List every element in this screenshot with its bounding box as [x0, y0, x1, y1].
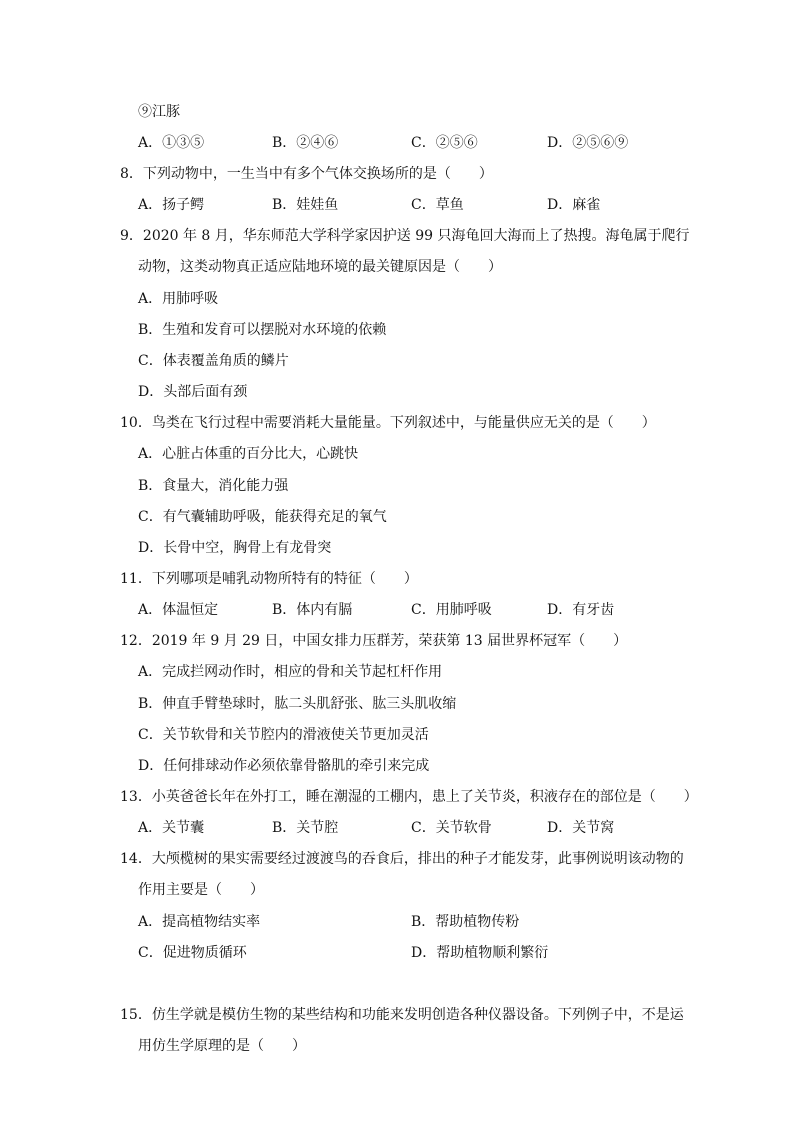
- q14-option-b: B．帮助植物传粉: [411, 914, 520, 930]
- q13-option-c: C．关节软骨: [411, 820, 492, 836]
- q9-stem-line2: 动物，这类动物真正适应陆地环境的最关键原因是（ ）: [138, 259, 502, 275]
- q14-option-a: A．提高植物结实率: [138, 914, 261, 930]
- q14-stem-line2: 作用主要是（ ）: [138, 882, 264, 898]
- q10-option-d: D．长骨中空，胸骨上有龙骨突: [138, 540, 332, 556]
- q7-option-c: C．②⑤⑥: [411, 135, 478, 151]
- q8-option-a: A．扬子鳄: [138, 197, 205, 213]
- q13-option-d: D．关节窝: [547, 820, 615, 836]
- q12-option-a: A．完成拦网动作时，相应的骨和关节起杠杆作用: [138, 664, 443, 680]
- q15-stem-line2: 用仿生学原理的是（ ）: [138, 1038, 306, 1054]
- q9-option-d: D．头部后面有颈: [138, 384, 248, 400]
- q9-option-c: C．体表覆盖角质的鳞片: [138, 353, 289, 369]
- q7-option-b: B．②④⑥: [272, 135, 339, 151]
- q10-option-b: B．食量大，消化能力强: [138, 478, 289, 494]
- q8-option-b: B．娃娃鱼: [272, 197, 339, 213]
- q10-option-a: A．心脏占体重的百分比大，心跳快: [138, 446, 359, 462]
- q11-stem: 11．下列哪项是哺乳动物所特有的特征（ ）: [120, 571, 418, 587]
- q15-stem-line1: 15．仿生学就是模仿生物的某些结构和功能来发明创造各种仪器设备。下列例子中，不是运: [120, 1007, 684, 1023]
- q10-option-c: C．有气囊辅助呼吸，能获得充足的氧气: [138, 509, 387, 525]
- q13-option-a: A．关节囊: [138, 820, 205, 836]
- q8-stem: 8．下列动物中，一生当中有多个气体交换场所的是（ ）: [120, 166, 493, 182]
- q8-option-d: D．麻雀: [547, 197, 601, 213]
- q7-option-a: A．①③⑤: [138, 135, 205, 151]
- q9-stem-line1: 9．2020 年 8 月，华东师范大学科学家因护送 99 只海龟回大海而上了热搜。海龟属于爬行: [120, 228, 690, 244]
- q12-option-c: C．关节软骨和关节腔内的滑液使关节更加灵活: [138, 727, 429, 743]
- q11-option-d: D．有牙齿: [547, 602, 615, 618]
- q11-option-b: B．体内有膈: [272, 602, 353, 618]
- q14-option-c: C．促进物质循环: [138, 945, 247, 961]
- q9-option-a: A．用肺呼吸: [138, 291, 219, 307]
- q13-option-b: B．关节腔: [272, 820, 339, 836]
- q7-tail-item: ⑨江豚: [138, 104, 180, 120]
- q11-option-a: A．体温恒定: [138, 602, 219, 618]
- q13-stem: 13．小英爸爸长年在外打工，睡在潮湿的工棚内，患上了关节炎，积液存在的部位是（ ）: [120, 789, 698, 805]
- q8-option-c: C．草鱼: [411, 197, 464, 213]
- q14-stem-line1: 14．大颅榄树的果实需要经过渡渡鸟的吞食后，排出的种子才能发芽，此事例说明该动物的: [120, 851, 684, 867]
- q12-option-d: D．任何排球动作必须依靠骨骼肌的牵引来完成: [138, 758, 430, 774]
- q9-option-b: B．生殖和发育可以摆脱对水环境的依赖: [138, 322, 387, 338]
- q12-stem: 12．2019 年 9 月 29 日，中国女排力压群芳，荣获第 13 届世界杯冠军（ ）: [120, 633, 628, 649]
- q12-option-b: B．伸直手臂垫球时，肱二头肌舒张、肱三头肌收缩: [138, 696, 457, 712]
- q14-option-d: D．帮助植物顺利繁衍: [411, 945, 549, 961]
- q10-stem: 10．鸟类在飞行过程中需要消耗大量能量。下列叙述中，与能量供应无关的是（ ）: [120, 415, 656, 431]
- q11-option-c: C．用肺呼吸: [411, 602, 492, 618]
- q7-option-d: D．②⑤⑥⑨: [547, 135, 629, 151]
